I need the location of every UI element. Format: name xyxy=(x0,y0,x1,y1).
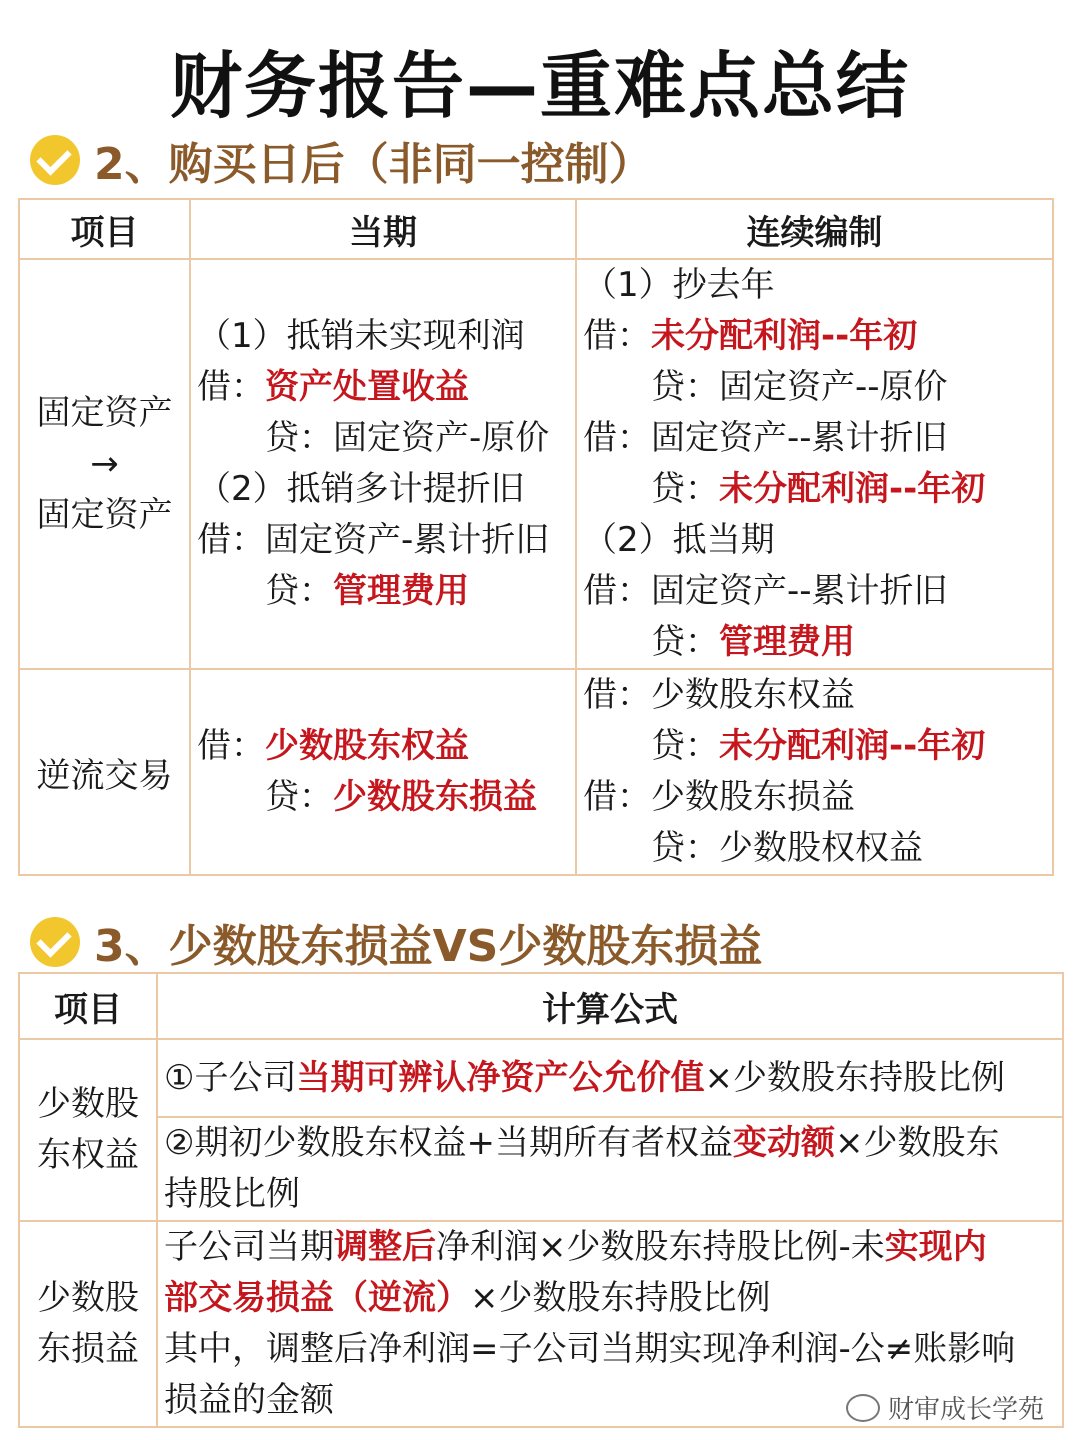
row-upstream-current: 借：少数股东权益 贷：少数股东损益 xyxy=(190,669,576,875)
header-item: 项目 xyxy=(19,199,190,259)
row-upstream-label: 逆流交易 xyxy=(19,669,190,875)
check-circle-icon xyxy=(30,135,80,185)
section-2-heading: 2、购买日后（非同一控制） xyxy=(30,130,653,190)
pl-formula: 子公司当期调整后净利润×少数股东持股比例-未实现内 部交易损益（逆流）×少数股东持股比例 其中，调整后净利润=子公司当期实现净利润-公≠账影响 损益的金额 xyxy=(157,1221,1063,1427)
header-current: 当期 xyxy=(190,199,576,259)
equity-formula-2: ②期初少数股东权益+当期所有者权益变动额×少数股东 持股比例 xyxy=(157,1117,1063,1221)
section-3-table xyxy=(18,972,1064,1428)
equity-label: 少数股 东权益 xyxy=(19,1039,157,1221)
equity-formula-1: ①子公司当期可辨认净资产公允价值×少数股东持股比例 xyxy=(157,1039,1063,1117)
row-fixed-asset-current: （1）抵销未实现利润 借：资产处置收益 贷：固定资产-原价 （2）抵销多计提折旧 借：固定资产-累计折旧 贷：管理费用 xyxy=(190,259,576,669)
section-3-heading: 3、少数股东损益VS少数股东损益 xyxy=(30,912,762,972)
row-fixed-asset-continuous: （1）抄去年 借：未分配利润--年初 贷：固定资产--原价 借：固定资产--累计折旧 贷：未分配利润--年初 （2）抵当期 借：固定资产--累计折旧 贷：管理费用 xyxy=(576,259,1053,669)
pl-label: 少数股 东损益 xyxy=(19,1221,157,1427)
watermark: 财审成长学苑 xyxy=(846,1389,1044,1426)
header-formula: 计算公式 xyxy=(157,973,1063,1039)
page-title: 财务报告—重难点总结 xyxy=(169,44,910,128)
check-circle-icon xyxy=(30,917,80,967)
section-2-table xyxy=(18,198,1054,876)
row-fixed-asset-label: 固定资产 → 固定资产 xyxy=(19,259,190,669)
row-upstream-continuous: 借：少数股东权益 贷：未分配利润--年初 借：少数股东损益 贷：少数股权权益 xyxy=(576,669,1053,875)
header-item: 项目 xyxy=(19,973,157,1039)
header-continuous: 连续编制 xyxy=(576,199,1053,259)
wechat-icon xyxy=(846,1394,880,1422)
